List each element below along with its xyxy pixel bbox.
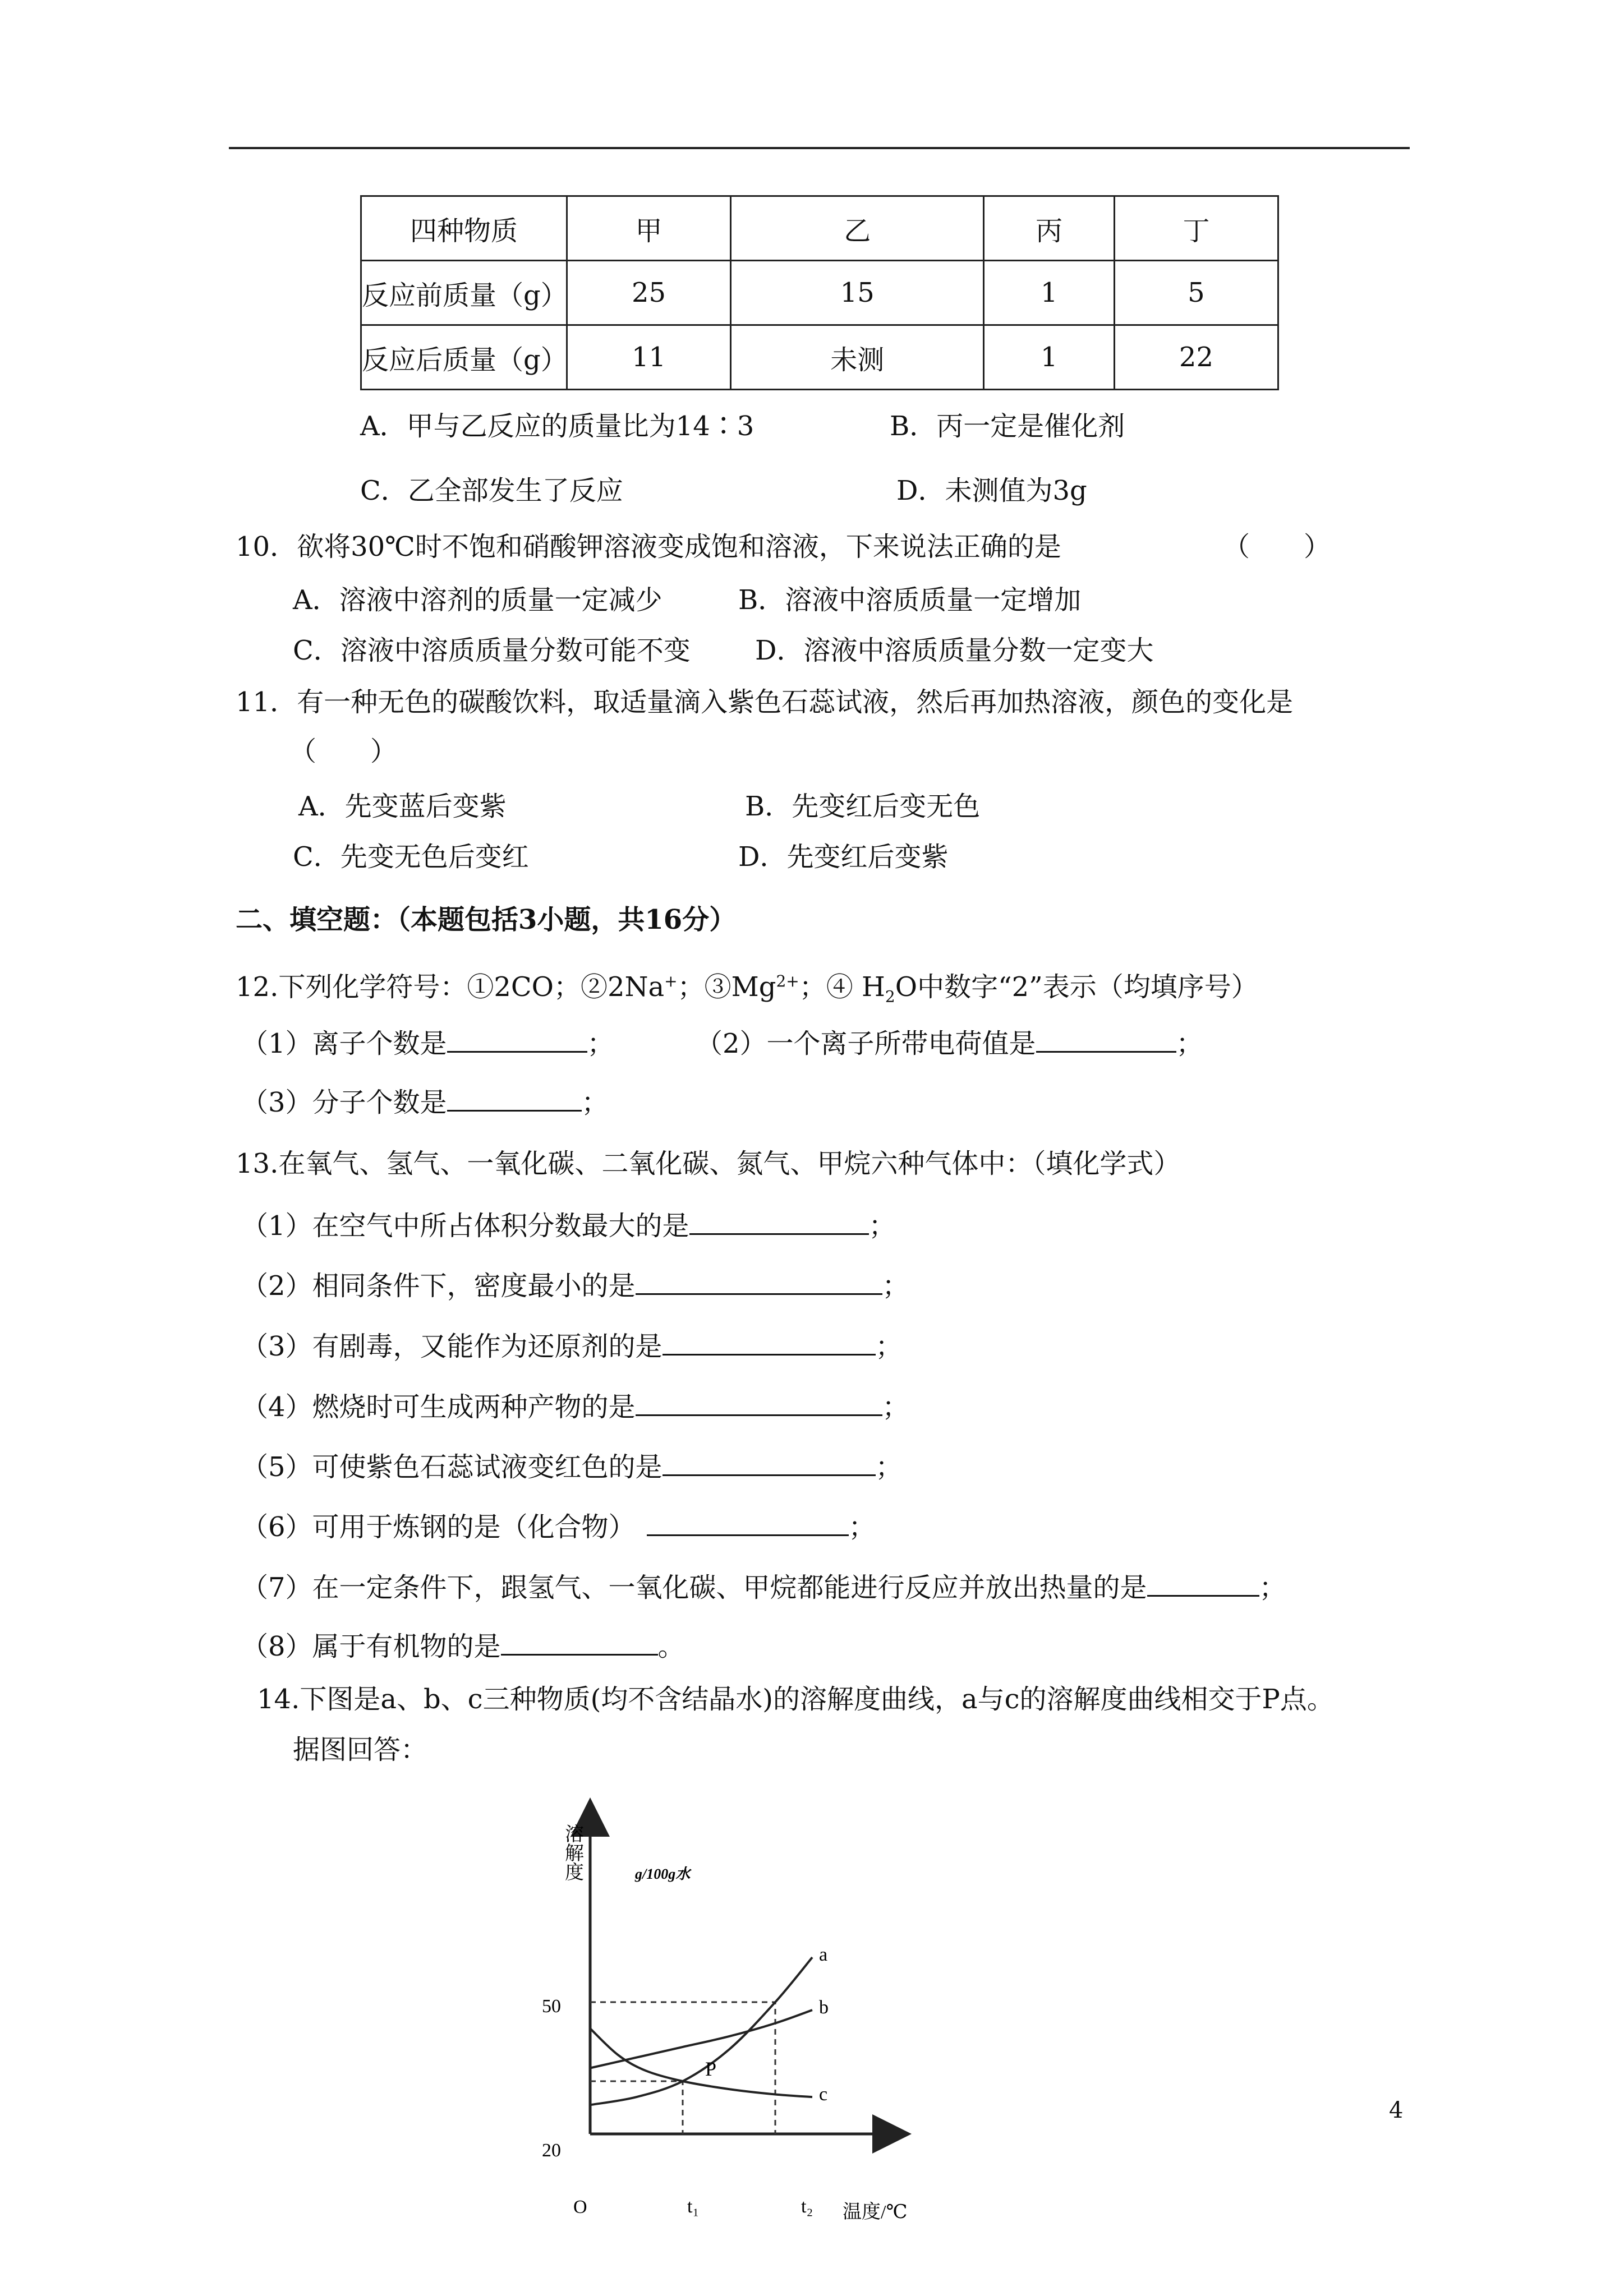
table-row — [361, 325, 1278, 390]
q11-stem: 11．有一种无色的碳酸饮料，取适量滴入紫色石蕊试液，然后再加热溶液，颜色的变化是 — [236, 686, 1294, 718]
table-cell: 丁 — [1114, 196, 1278, 261]
q10-answer-paren: （ ） — [1223, 531, 1331, 563]
table-cell: 1 — [984, 325, 1115, 390]
answer-blank[interactable] — [663, 1450, 876, 1476]
q10-option-b: B．溶液中溶质质量一定增加 — [738, 584, 1082, 616]
q13-item: （1）在空气中所占体积分数最大的是 ； — [241, 1209, 896, 1243]
q9-option-c: C．乙全部发生了反应 — [360, 475, 623, 506]
q12-part-1: （1）离子个数是 ； — [241, 1026, 614, 1061]
answer-blank[interactable] — [636, 1390, 882, 1416]
series-label-c: c — [819, 2084, 828, 2105]
origin-label: O — [573, 2197, 587, 2217]
q11-option-b: B．先变红后变无色 — [745, 791, 981, 822]
page-number: 4 — [1389, 2097, 1404, 2123]
x-tick-label: t₁ — [687, 2196, 700, 2217]
q13-item: （2）相同条件下，密度最小的是 ； — [241, 1269, 909, 1303]
answer-blank[interactable] — [501, 1629, 658, 1656]
table-cell: 未测 — [731, 325, 984, 390]
q12-part-2: （2）一个离子所带电荷值是 ； — [696, 1026, 1203, 1061]
q14-stem-cont: 据图回答： — [293, 1734, 428, 1765]
table-cell: 22 — [1114, 325, 1278, 390]
answer-blank[interactable] — [1036, 1026, 1176, 1053]
q13-item: （7）在一定条件下，跟氢气、一氧化碳、甲烷都能进行反应并放出热量的是 ； — [241, 1570, 1286, 1605]
series-label-b: b — [819, 1997, 829, 2018]
q13-stem: 13.在氧气、氢气、一氧化碳、二氧化碳、氮气、甲烷六种气体中：（填化学式） — [236, 1148, 1181, 1179]
table-cell: 反应后质量（g） — [361, 325, 567, 390]
answer-blank[interactable] — [689, 1209, 869, 1235]
table-cell: 1 — [984, 261, 1115, 325]
q12-stem: 12.下列化学符号：①2CO；②2Na+；$③Mg^{2+}$；④ $H_2O$中数字“2”表示（均填序号） — [236, 971, 1258, 1006]
section-heading: 二、填空题：（本题包括3小题，共16分） — [236, 904, 737, 935]
q12-part-3: （3）分子个数是 ； — [241, 1085, 609, 1119]
guide-line — [590, 2081, 683, 2134]
table-header-row — [361, 196, 1278, 261]
q11-option-c: C．先变无色后变红 — [293, 841, 529, 873]
q9-option-b: B．丙一定是催化剂 — [890, 411, 1125, 442]
q11-answer-paren: （ ） — [289, 736, 398, 767]
intersection-label: P — [705, 2058, 717, 2080]
q9-option-a: A．甲与乙反应的质量比为14∶3 — [360, 411, 755, 442]
mass-table — [360, 195, 1279, 390]
q10-option-c: C．溶液中溶质质量分数可能不变 — [293, 635, 691, 666]
chart-plot-area — [590, 1944, 829, 2134]
series-line-a — [590, 1957, 812, 2105]
q10-option-d: D．溶液中溶质质量分数一定变大 — [755, 635, 1154, 666]
answer-blank[interactable] — [663, 1329, 876, 1356]
q13-item: （5）可使紫色石蕊试液变红色的是 ； — [241, 1450, 903, 1484]
q9-option-d: D．未测值为3g — [896, 475, 1087, 506]
y-tick-label: 50 — [542, 1996, 561, 2017]
x-axis-label: 温度/℃ — [843, 2202, 908, 2223]
q13-item: （4）燃烧时可生成两种产物的是 ； — [241, 1390, 909, 1424]
table-cell: 乙 — [731, 196, 984, 261]
q13-item: （3）有剧毒，又能作为还原剂的是 ； — [241, 1329, 903, 1363]
series-label-a: a — [819, 1944, 828, 1966]
q10-option-a: A．溶液中溶剂的质量一定减少 — [293, 584, 663, 616]
answer-blank[interactable] — [647, 1510, 849, 1536]
table-cell: 5 — [1114, 261, 1278, 325]
y-axis-label: 溶解度 — [562, 1824, 583, 1881]
q13-item: （6）可用于炼钢的是（化合物） ； — [241, 1510, 876, 1544]
q14-stem: 14.下图是a、b、c三种物质(均不含结晶水)的溶解度曲线，a与c的溶解度曲线相交于P点。 — [257, 1684, 1334, 1715]
q10-stem: 10．欲将30℃时不饱和硝酸钾溶液变成饱和溶液，下来说法正确的是 — [236, 531, 1061, 563]
table-cell: 甲 — [567, 196, 731, 261]
q11-option-a: A．先变蓝后变紫 — [298, 791, 507, 822]
y-axis-unit: g/100g水 — [635, 1866, 691, 1882]
table-cell: 25 — [567, 261, 731, 325]
answer-blank[interactable] — [1147, 1570, 1259, 1597]
table-cell: 反应前质量（g） — [361, 261, 567, 325]
answer-blank[interactable] — [636, 1269, 882, 1295]
q13-item: （8）属于有机物的是 。 — [241, 1629, 685, 1663]
solubility-chart — [527, 1795, 942, 2243]
y-tick-label: 20 — [542, 2140, 561, 2161]
series-line-c — [590, 2028, 812, 2097]
header-rule — [229, 147, 1410, 149]
answer-blank[interactable] — [447, 1026, 587, 1053]
table-cell: 11 — [567, 325, 731, 390]
table-row — [361, 261, 1278, 325]
table-cell: 丙 — [984, 196, 1115, 261]
table-cell: 四种物质 — [361, 196, 567, 261]
answer-blank[interactable] — [447, 1085, 582, 1112]
q11-option-d: D．先变红后变紫 — [738, 841, 949, 873]
x-tick-label: t₂ — [801, 2196, 813, 2217]
table-cell: 15 — [731, 261, 984, 325]
